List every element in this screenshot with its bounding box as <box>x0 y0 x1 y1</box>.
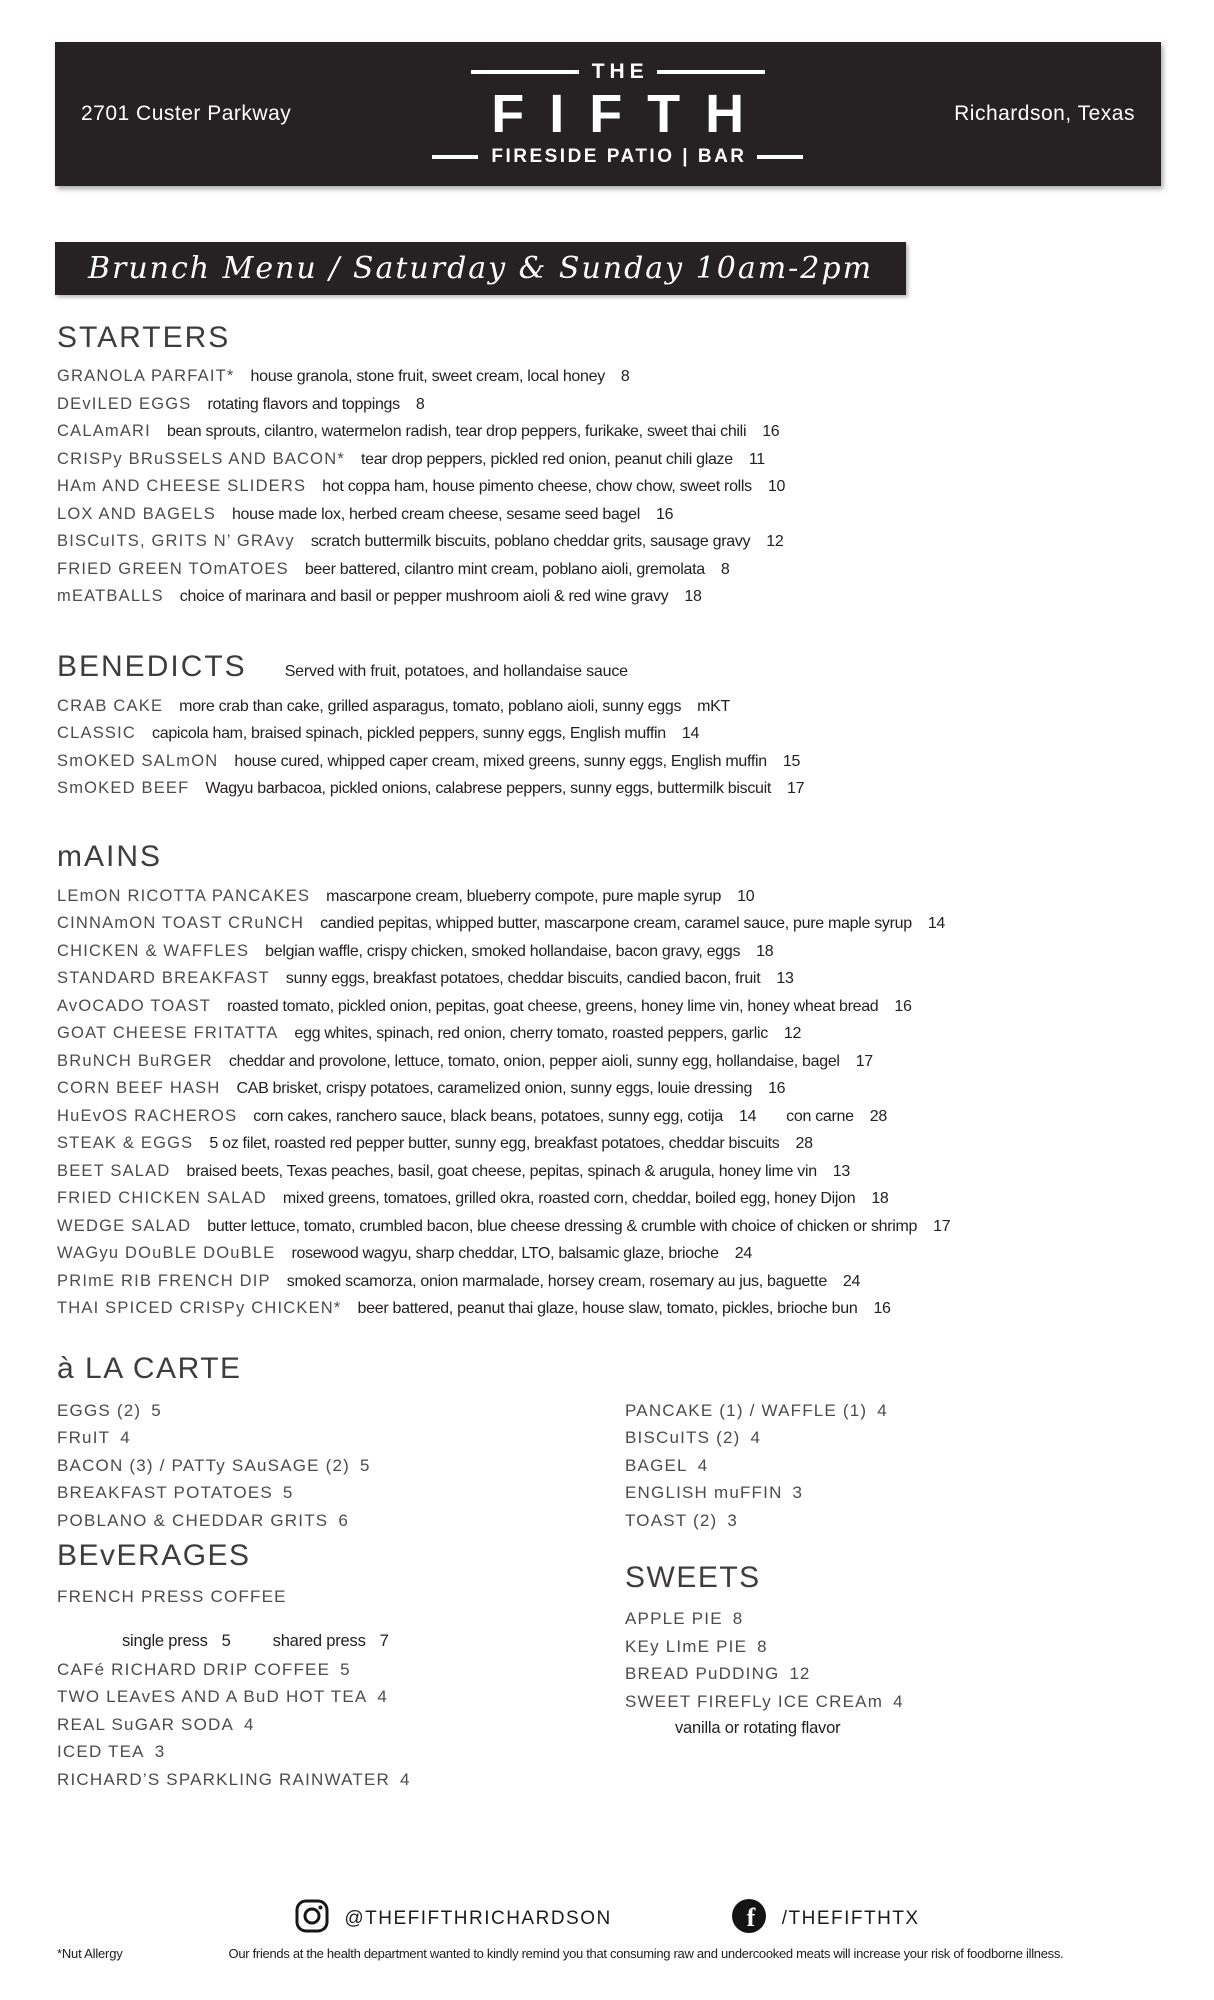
item-description: cheddar and provolone, lettuce, tomato, onion, pepper aioli, sunny egg, hollandaise, bagel <box>228 1052 840 1070</box>
menu-item-row <box>57 1766 625 1794</box>
item-name: BACON (3) / PATTy SAuSAGE (2) <box>57 1455 351 1475</box>
menu-item-row <box>57 1656 625 1684</box>
item-name: KEy LImE PIE <box>625 1636 748 1656</box>
item-price: 17 <box>855 1052 873 1070</box>
menu-item-row <box>57 1683 625 1711</box>
beverages-list <box>57 1656 625 1794</box>
item-name: TWO LEAvES AND A BuD HOT TEA <box>57 1687 368 1706</box>
item-price: 8 <box>732 1609 744 1628</box>
item-name: AvOCADO TOAST <box>57 996 212 1015</box>
item-price: 10 <box>737 887 755 905</box>
item-name: REAL SuGAR SODA <box>57 1714 235 1734</box>
item-name: BREAD PuDDING <box>625 1664 780 1683</box>
item-price: 13 <box>776 970 794 987</box>
benedicts-section <box>57 649 1168 803</box>
item-description: corn cakes, ranchero sauce, black beans, potatoes, sunny egg, cotija <box>253 1107 723 1125</box>
item-price: 12 <box>766 533 784 550</box>
menu-item-row <box>57 583 1168 611</box>
item-description: house granola, stone fruit, sweet cream, local honey <box>250 368 605 385</box>
item-price: 12 <box>789 1664 811 1683</box>
menu-item-row <box>57 1268 1168 1296</box>
item-name: STEAK & EGGS <box>57 1134 194 1152</box>
item-price: 5 <box>282 1483 294 1502</box>
item-name: BRuNCH BuRGER <box>57 1051 213 1070</box>
mains-list <box>57 883 1168 1323</box>
item-name: HuEvOS RACHEROS <box>57 1106 238 1125</box>
item-price: 10 <box>767 478 786 495</box>
item-price: 15 <box>782 752 801 770</box>
item-price: 8 <box>757 1636 768 1656</box>
menu-item-row <box>57 1103 1168 1131</box>
item-description: sunny eggs, breakfast potatoes, cheddar biscuits, candied bacon, fruit <box>285 970 761 987</box>
facebook-icon <box>730 1897 768 1940</box>
starters-title: STARTERS <box>57 321 231 354</box>
facebook-group <box>730 1897 920 1940</box>
menu-item-row <box>57 748 1168 776</box>
item-name: GOAT CHEESE FRITATTA <box>57 1024 279 1042</box>
item-name: BREAKFAST POTATOES <box>57 1483 273 1502</box>
item-name: FRENCH PRESS COFFEE <box>57 1587 287 1606</box>
menu-item-row <box>57 693 1168 721</box>
health-disclaimer: Our friends at the health department wanted to kindly remind you that consuming raw and undercooked meats will increase your risk of foodborne illness. <box>228 1946 1064 1961</box>
item-price: 5 <box>340 1659 351 1679</box>
logo-top-row <box>471 60 765 84</box>
item-name: APPLE PIE <box>625 1609 723 1628</box>
item-description: CAB brisket, crispy potatoes, caramelized onion, sunny eggs, louie dressing <box>236 1080 753 1097</box>
french-press-options <box>122 1632 625 1651</box>
menu-item-row <box>57 938 1168 966</box>
item-name: RICHARD’S SPARKLING RAINWATER <box>57 1769 390 1789</box>
item-name: CHICKEN & WAFFLES <box>57 941 250 960</box>
item-name: BISCuITS, GRITS N’ GRAvy <box>57 532 295 550</box>
item-price: 8 <box>415 395 425 413</box>
option-price: 5 <box>221 1631 231 1650</box>
item-price: 17 <box>933 1217 951 1235</box>
menu-item-row <box>57 1048 1168 1076</box>
benedicts-heading-row <box>57 649 1168 685</box>
svg-text:f: f <box>746 1903 756 1932</box>
menu-item-row <box>57 775 1168 803</box>
menu-item-row <box>625 1605 1168 1633</box>
item-name: LEmON RICOTTA PANCAKES <box>57 886 311 905</box>
menu-item-row <box>57 473 1168 501</box>
menu-content <box>0 320 1214 1793</box>
item-description: capicola ham, braised spinach, pickled peppers, sunny eggs, English muffin <box>152 725 666 742</box>
beverages-section <box>57 1538 625 1793</box>
item-name: CAFé RICHARD DRIP COFFEE <box>57 1659 331 1679</box>
menu-item-row <box>57 1213 1168 1241</box>
item-description: butter lettuce, tomato, crumbled bacon, blue cheese dressing & crumble with choice of chicken or shrimp <box>207 1217 918 1235</box>
menu-item-row <box>57 1507 625 1535</box>
menu-item-row <box>57 1479 625 1507</box>
press-option <box>122 1632 231 1651</box>
menu-item-row <box>57 1424 625 1452</box>
item-name: SmOKED SALmON <box>57 751 219 770</box>
item-description: more crab than cake, grilled asparagus, tomato, poblano aioli, sunny eggs <box>179 697 682 715</box>
item-name: LOX AND BAGELS <box>57 504 216 523</box>
item-description: mixed greens, tomatoes, grilled okra, roasted corn, cheddar, boiled egg, honey Dijon <box>282 1190 856 1207</box>
item-name: TOAST (2) <box>625 1510 718 1530</box>
beverages-sweets-columns <box>57 1538 1168 1793</box>
menu-item-row <box>625 1633 1168 1661</box>
item-name: WEDGE SALAD <box>57 1216 192 1235</box>
logo-subrule-left <box>432 155 478 159</box>
option-label: shared press <box>272 1631 366 1650</box>
item-description: roasted tomato, pickled onion, pepitas, goat cheese, greens, honey lime vin, honey wheat bread <box>227 997 879 1015</box>
mains-section <box>57 839 1168 1323</box>
option-price: 7 <box>379 1631 389 1650</box>
item-price: 6 <box>338 1510 349 1530</box>
item-price: 18 <box>756 942 774 960</box>
instagram-handle: @THEFIFTHRICHARDSON <box>344 1907 612 1929</box>
menu-item-row <box>57 391 1168 419</box>
logo-name: FIFTH <box>491 84 770 144</box>
menu-item-row <box>57 363 1168 391</box>
menu-item-row <box>57 883 1168 911</box>
menu-item-row <box>57 1020 1168 1048</box>
menu-item-row <box>57 501 1168 529</box>
item-price: 12 <box>783 1025 802 1042</box>
item-price: 5 <box>360 1455 371 1475</box>
menu-item-row <box>625 1397 1168 1425</box>
alacarte-left-list <box>57 1397 625 1535</box>
item-price: 28 <box>795 1135 813 1152</box>
menu-item-row <box>57 1397 625 1425</box>
menu-item-row <box>625 1660 1168 1688</box>
item-price: 16 <box>768 1080 786 1097</box>
benedicts-subtitle: Served with fruit, potatoes, and hollandaise sauce <box>284 662 628 680</box>
instagram-icon <box>294 1898 330 1939</box>
menu-item-row <box>625 1452 1168 1480</box>
sweets-title: SWEETS <box>625 1561 761 1594</box>
item-price: 17 <box>787 780 805 797</box>
item-description: candied pepitas, whipped butter, mascarpone cream, caramel sauce, pure maple syrup <box>320 915 912 932</box>
item-name: CLASSIC <box>57 724 137 742</box>
menu-item-row <box>57 910 1168 938</box>
item-price: 8 <box>720 560 730 578</box>
item-price: 3 <box>792 1483 804 1502</box>
item-description: beer battered, cilantro mint cream, poblano aioli, gremolata <box>304 560 705 578</box>
item-description: Wagyu barbacoa, pickled onions, calabrese peppers, sunny eggs, buttermilk biscuit <box>205 780 772 797</box>
social-row <box>0 1897 1214 1940</box>
item-description: belgian waffle, crispy chicken, smoked hollandaise, bacon gravy, eggs <box>265 942 741 960</box>
item-price: 4 <box>893 1691 904 1711</box>
item-price: 16 <box>762 423 780 440</box>
menu-item-row <box>57 1240 1168 1268</box>
item-description: braised beets, Texas peaches, basil, goat cheese, pepitas, spinach & arugula, honey lime vin <box>186 1162 817 1180</box>
item-price: 4 <box>120 1428 131 1447</box>
bottom-note-row <box>57 1946 1166 1961</box>
item-price: 11 <box>748 450 765 468</box>
item-price: 14 <box>681 725 700 742</box>
starters-section <box>57 320 1168 611</box>
alacarte-title: à LA CARTE <box>57 1351 242 1385</box>
item-name: BAGEL <box>625 1455 688 1475</box>
item-name: FRIED GREEN TOmATOES <box>57 559 289 578</box>
logo-rule-right <box>657 70 765 74</box>
logo-subrule-right <box>757 155 803 159</box>
item-price: 5 <box>151 1400 162 1420</box>
header-bar <box>55 42 1161 186</box>
sweets-section <box>625 1538 1168 1793</box>
alacarte-columns <box>57 1397 1168 1535</box>
item-description: bean sprouts, cilantro, watermelon radish, tear drop peppers, furikake, sweet thai chili <box>166 423 747 440</box>
menu-item-row <box>57 1583 625 1611</box>
menu-item-row <box>57 720 1168 748</box>
menu-item-row <box>625 1507 1168 1535</box>
menu-item-row <box>57 1130 1168 1158</box>
item-name: PANCAKE (1) / WAFFLE (1) <box>625 1400 868 1420</box>
mains-title: mAINS <box>57 839 163 873</box>
menu-item-row <box>57 418 1168 446</box>
item-name: FRuIT <box>57 1428 111 1447</box>
item-name: STANDARD BREAKFAST <box>57 969 270 987</box>
item-price: 14 <box>738 1107 757 1125</box>
logo-the: THE <box>591 60 649 83</box>
header-address: 2701 Custer Parkway <box>81 102 292 125</box>
menu-item-row <box>625 1479 1168 1507</box>
item-name: DEvILED EGGS <box>57 394 192 413</box>
item-name: WAGyu DOuBLE DOuBLE <box>57 1244 276 1262</box>
option-label: single press <box>122 1631 208 1650</box>
item-price: 8 <box>620 368 630 385</box>
item-price: 3 <box>154 1742 166 1761</box>
item-name: mEATBALLS <box>57 587 164 605</box>
alacarte-right-list <box>625 1397 1168 1535</box>
item-extra-label: con carne <box>786 1107 854 1125</box>
menu-item-row <box>57 965 1168 993</box>
item-description: rosewood wagyu, sharp cheddar, LTO, balsamic glaze, brioche <box>291 1245 719 1262</box>
item-price: 4 <box>399 1769 411 1789</box>
item-price: 18 <box>871 1190 889 1207</box>
logo-sub-row <box>432 146 803 168</box>
item-price: 16 <box>894 997 912 1015</box>
menu-item-row <box>57 528 1168 556</box>
item-description: hot coppa ham, house pimento cheese, chow chow, sweet rolls <box>322 478 752 495</box>
item-name: BISCuITS (2) <box>625 1428 741 1447</box>
item-price: 4 <box>877 1400 888 1420</box>
item-name: CALAmARI <box>57 422 151 440</box>
item-description: tear drop peppers, pickled red onion, peanut chili glaze <box>360 450 733 468</box>
item-name: HAm AND CHEESE SLIDERS <box>57 477 307 495</box>
sweets-note: vanilla or rotating flavor <box>675 1719 841 1737</box>
item-description: smoked scamorza, onion marmalade, horsey cream, rosemary au jus, baguette <box>286 1272 827 1290</box>
item-price: 24 <box>842 1272 861 1290</box>
item-price: 4 <box>697 1455 709 1475</box>
item-price: 24 <box>734 1245 752 1262</box>
item-price: 16 <box>656 505 674 523</box>
logo-tagline: FIRESIDE PATIO | BAR <box>491 146 747 167</box>
item-name: PRImE RIB FRENCH DIP <box>57 1271 271 1290</box>
item-price: mKT <box>697 697 731 715</box>
allergy-note: *Nut Allergy <box>57 1946 123 1961</box>
menu-item-row <box>57 1738 625 1766</box>
starters-list <box>57 363 1168 611</box>
item-price: 14 <box>927 915 946 932</box>
item-description: beer battered, peanut thai glaze, house slaw, tomato, pickles, brioche bun <box>357 1300 858 1317</box>
menu-item-row <box>625 1688 1168 1716</box>
item-price: 18 <box>684 588 702 605</box>
benedicts-list <box>57 693 1168 803</box>
item-price: 4 <box>377 1687 388 1706</box>
item-description: 5 oz filet, roasted red pepper butter, sunny egg, breakfast potatoes, cheddar biscuits <box>209 1135 780 1152</box>
item-name: SmOKED BEEF <box>57 779 190 797</box>
item-name: ICED TEA <box>57 1742 145 1761</box>
item-description: house made lox, herbed cream cheese, sesame seed bagel <box>231 505 641 523</box>
menu-item-row <box>57 1185 1168 1213</box>
item-price: 4 <box>244 1714 255 1734</box>
menu-item-row <box>57 1295 1168 1323</box>
logo-rule-left <box>471 70 579 74</box>
item-description: choice of marinara and basil or pepper mushroom aioli & red wine gravy <box>179 588 669 605</box>
menu-item-row <box>57 556 1168 584</box>
item-price: 13 <box>832 1162 850 1180</box>
item-description: rotating flavors and toppings <box>207 395 400 413</box>
instagram-group <box>294 1898 611 1939</box>
beverages-title: BEvERAGES <box>57 1539 251 1572</box>
header-city: Richardson, Texas <box>954 102 1135 125</box>
item-name: ENGLISH muFFIN <box>625 1483 783 1502</box>
sweets-list <box>625 1605 1168 1715</box>
menu-item-row <box>57 1452 625 1480</box>
item-price: 16 <box>873 1300 891 1317</box>
item-extra-price: 28 <box>869 1107 887 1125</box>
menu-item-row <box>57 446 1168 474</box>
item-name: CRISPy BRuSSELS AND BACON* <box>57 449 345 468</box>
restaurant-logo <box>432 60 803 168</box>
item-name: CORN BEEF HASH <box>57 1079 221 1097</box>
menu-item-row <box>625 1424 1168 1452</box>
item-name: EGGS (2) <box>57 1400 142 1420</box>
item-name: CINNAmON TOAST CRuNCH <box>57 914 305 932</box>
item-name: CRAB CAKE <box>57 696 164 715</box>
item-name: THAI SPICED CRISPy CHICKEN* <box>57 1299 342 1317</box>
menu-item-row <box>57 1075 1168 1103</box>
item-description: egg whites, spinach, red onion, cherry tomato, roasted peppers, garlic <box>294 1025 768 1042</box>
press-option <box>273 1632 389 1651</box>
banner-text: Brunch Menu / Saturday & Sunday 10am-2pm <box>87 251 874 286</box>
menu-item-row <box>57 1158 1168 1186</box>
facebook-handle: /THEFIFTHTX <box>781 1907 920 1929</box>
item-name: SWEET FIREFLy ICE CREAm <box>625 1691 884 1711</box>
item-price: 3 <box>727 1510 738 1530</box>
menu-item-row <box>57 993 1168 1021</box>
item-description: house cured, whipped caper cream, mixed greens, sunny eggs, English muffin <box>234 752 767 770</box>
item-price: 4 <box>750 1428 761 1447</box>
alacarte-section <box>57 1351 1168 1535</box>
menu-item-row <box>57 1711 625 1739</box>
benedicts-title: BENEDICTS <box>57 649 247 683</box>
item-description: scratch buttermilk biscuits, poblano cheddar grits, sausage gravy <box>310 533 751 550</box>
item-name: POBLANO & CHEDDAR GRITS <box>57 1510 329 1530</box>
item-description: mascarpone cream, blueberry compote, pure maple syrup <box>326 887 722 905</box>
item-name: BEET SALAD <box>57 1161 171 1180</box>
item-name: GRANOLA PARFAIT* <box>57 367 235 385</box>
brunch-banner <box>55 242 906 295</box>
item-name: FRIED CHICKEN SALAD <box>57 1189 267 1207</box>
